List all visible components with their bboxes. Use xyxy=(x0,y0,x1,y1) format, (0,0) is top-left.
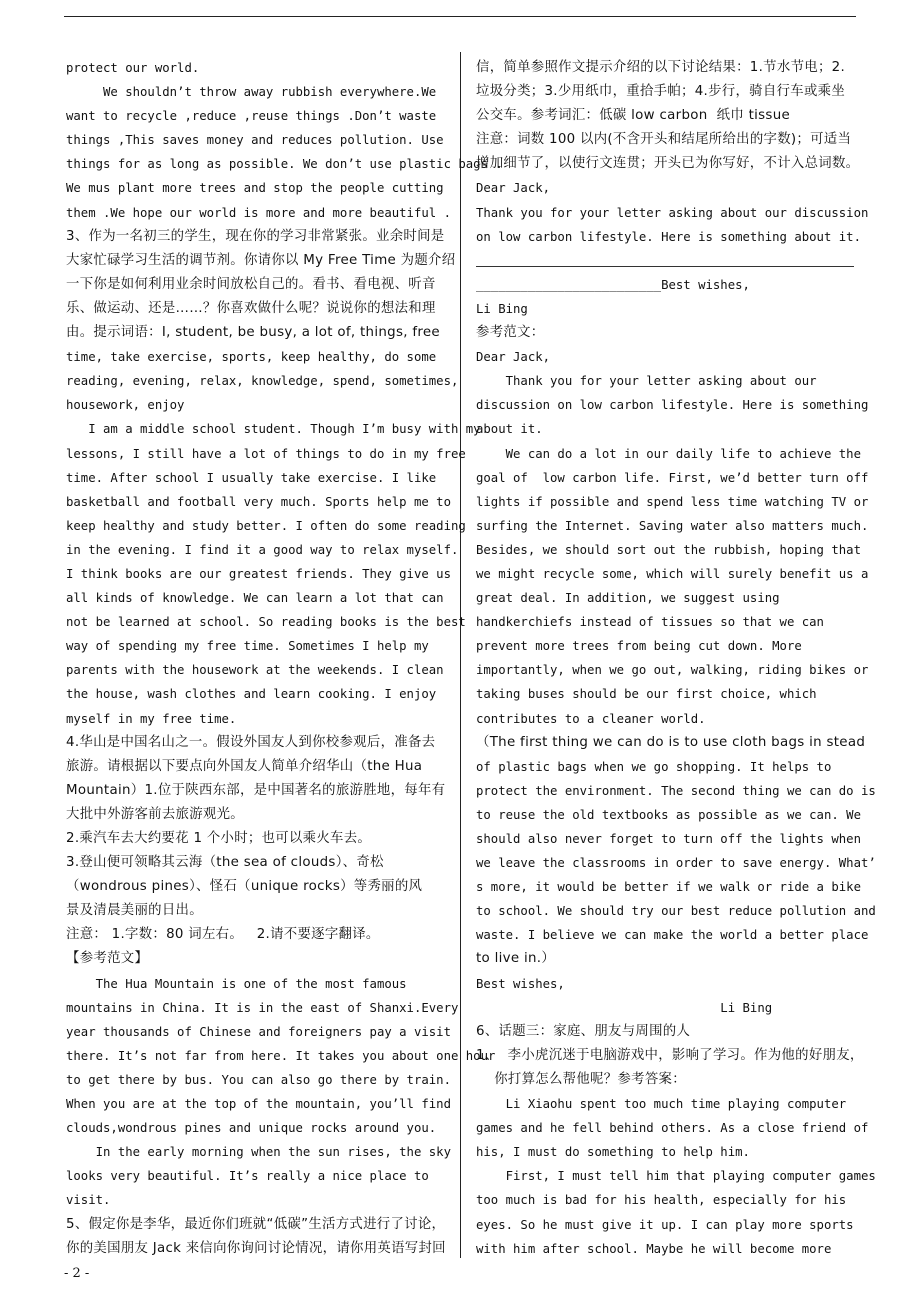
text-line: to reuse the old textbooks as possible as we can. We xyxy=(476,807,861,822)
text-line: mountains in China. It is in the east of Shanxi.Every xyxy=(66,1000,459,1015)
text-line: Li Xiaohu spent too much time playing computer xyxy=(476,1097,847,1112)
text-line: to school. We should try our best reduce pollution and xyxy=(476,904,876,919)
text-line: I am a middle school student. Though I’m busy with my xyxy=(66,422,481,437)
text-line: all kinds of knowledge. We can learn a lot that can xyxy=(66,591,444,606)
text-line: 你打算怎么帮他呢？参考答案： xyxy=(476,1071,686,1087)
text-line: reading, evening, relax, knowledge, spend, sometimes, xyxy=(66,374,459,389)
text-line: s more, it would be better if we walk or ride a bike xyxy=(476,880,861,895)
page-number: - 2 - xyxy=(64,1266,90,1281)
text-line: basketball and football very much. Sports help me to xyxy=(66,494,451,509)
text-line: 信，简单参照作文提示介绍的以下讨论结果：1.节水节电；2. xyxy=(476,60,846,75)
text-line: 4.华山是中国名山之一。假设外国友人到你校参观后，准备去 xyxy=(66,734,436,750)
text-line: 公交车。参考词汇：低碳 low carbon 纸巾 tissue xyxy=(476,108,791,124)
text-line: 5、假定你是李华，最近你们班就“低碳”生活方式进行了讨论， xyxy=(66,1216,446,1232)
text-line: games and he fell behind others. As a close friend of xyxy=(476,1121,869,1136)
text-line: eyes. So he must give it up. I can play more sports xyxy=(476,1217,854,1232)
text-line: 3.登山便可领略其云海（the sea of clouds）、奇松 xyxy=(66,855,384,871)
text-line: lessons, I still have a lot of things to do in my free xyxy=(66,446,466,461)
text-line: Li Bing xyxy=(476,301,528,316)
text-line: prevent more trees from being cut down. More xyxy=(476,639,802,654)
text-line: keep healthy and study better. I often do some reading xyxy=(66,518,466,533)
text-line: （wondrous pines）、怪石（unique rocks）等秀丽的风 xyxy=(66,879,423,895)
text-line: 旅游。请根据以下要点向外国友人简单介绍华山（the Hua xyxy=(66,758,423,774)
text-line: we might recycle some, which will surely benefit us a xyxy=(476,566,869,581)
text-line: year thousands of Chinese and foreigners pay a visit xyxy=(66,1024,451,1039)
text-line: Thank you for your letter asking about our xyxy=(476,374,817,389)
text-line: 大家忙碌学习生活的调节剂。你请你以 My Free Time 为题介绍 xyxy=(66,252,456,268)
text-line: we leave the classrooms in order to save energy. What’ xyxy=(476,856,876,871)
text-line: Besides, we should sort out the rubbish, hoping that xyxy=(476,542,861,557)
text-line: housework, enjoy xyxy=(66,398,185,413)
text-line: want to recycle ,reduce ,reuse things .Don’t waste xyxy=(66,109,437,124)
text-line: When you are at the top of the mountain, you’ll find xyxy=(66,1097,451,1112)
text-line: not be learned at school. So reading books is the best xyxy=(66,615,466,630)
text-line: clouds,wondrous pines and unique rocks around you. xyxy=(66,1121,437,1136)
text-line: 垃圾分类；3.少用纸巾，重拾手帕；4.步行，骑自行车或乘坐 xyxy=(476,84,846,100)
text-line: 由。提示词语：I, student, be busy, a lot of, things, free xyxy=(66,325,440,341)
text-line: parents with the housework at the weekends. I clean xyxy=(66,663,444,678)
text-line: taking buses should be our first choice, which xyxy=(476,687,817,702)
text-line: to get there by bus. You can also go there by train. xyxy=(66,1072,451,1087)
text-line: about it. xyxy=(476,422,543,437)
text-line: contributes to a cleaner world. xyxy=(476,711,706,726)
text-line: waste. I believe we can make the world a better place xyxy=(476,928,869,943)
text-line: things for as long as possible. We don’t use plastic bags . xyxy=(66,157,503,172)
text-line: 大批中外游客前去旅游观光。 xyxy=(66,806,244,822)
text-line: We can do a lot in our daily life to achieve the xyxy=(476,446,861,461)
text-line: 一下你是如何利用业余时间放松自己的。看书、看电视、听音 xyxy=(66,276,436,292)
column-divider xyxy=(460,52,461,1258)
text-line: looks very beautiful. It’s really a nice place to xyxy=(66,1169,429,1184)
text-line: （The first thing we can do is to use cloth bags in stead xyxy=(476,734,866,750)
text-line: time. After school I usually take exercise. I like xyxy=(66,470,437,485)
text-line: goal of low carbon life. First, we’d better turn off xyxy=(476,470,869,485)
text-line: visit. xyxy=(66,1193,111,1208)
text-line: 3、作为一名初三的学生，现在你的学习非常紧张。业余时间是 xyxy=(66,228,445,244)
text-line: on low carbon lifestyle. Here is something about it. xyxy=(476,229,861,244)
text-line: 景及清晨美丽的日出。 xyxy=(66,903,203,919)
text-line: to live in.） xyxy=(476,951,556,967)
text-line: First, I must tell him that playing computer games xyxy=(476,1169,876,1184)
text-line: I think books are our greatest friends. They give us xyxy=(66,566,451,581)
text-line: his, I must do something to help him. xyxy=(476,1145,750,1160)
text-line: In the early morning when the sun rises, the sky xyxy=(66,1145,451,1160)
text-line: 6、话题三：家庭、朋友与周围的人 xyxy=(476,1023,691,1039)
text-line: The Hua Mountain is one of the most famous xyxy=(66,976,407,991)
text-line: Dear Jack, xyxy=(476,350,551,365)
text-line: way of spending my free time. Sometimes I help my xyxy=(66,639,429,654)
text-line: 注意：词数 100 以内(不含开头和结尾所给出的字数)；可适当 xyxy=(476,132,852,148)
text-line: Thank you for your letter asking about our discussion xyxy=(476,205,869,220)
text-line: in the evening. I find it a good way to relax myself. xyxy=(66,542,459,557)
text-line: We mus plant more trees and stop the people cutting xyxy=(66,181,444,196)
header-rule xyxy=(64,16,856,17)
text-line: should also never forget to turn off the lights when xyxy=(476,832,861,846)
text-line: 乐、做运动、还是……？你喜欢做什么呢？说说你的想法和理 xyxy=(66,300,436,316)
text-line: 增加细节了，以使行文连贯；开头已为你写好，不计入总词数。 xyxy=(476,156,860,172)
text-line: them .We hope our world is more and more beautiful . xyxy=(66,205,451,220)
text-line: 1、 李小虎沉迷于电脑游戏中，影响了学习。作为他的好朋友， xyxy=(476,1047,864,1063)
text-line: Dear Jack, xyxy=(476,181,551,196)
text-line: lights if possible and spend less time watching TV or xyxy=(476,494,869,509)
text-line: discussion on low carbon lifestyle. Here is something xyxy=(476,398,869,413)
text-line: importantly, when we go out, walking, riding bikes or xyxy=(476,663,869,678)
text-line: time, take exercise, sports, keep healthy, do some xyxy=(66,350,437,365)
text-line: Best wishes, xyxy=(476,976,565,991)
text-line: of plastic bags when we go shopping. It helps to xyxy=(476,759,832,774)
answer-blank-line xyxy=(476,249,872,273)
text-line: the house, wash clothes and learn cooking. I enjoy xyxy=(66,687,437,702)
text-line: handkerchiefs instead of tissues so that we can xyxy=(476,615,824,630)
text-line: 注意： 1.字数：80 词左右。 2.请不要逐字翻译。 xyxy=(66,927,380,943)
text-line: Mountain）1.位于陕西东部，是中国著名的旅游胜地，每年有 xyxy=(66,782,446,798)
text-line: _________________________Best wishes, xyxy=(476,277,750,292)
text-line: 【参考范文】 xyxy=(66,951,149,967)
text-line: myself in my free time. xyxy=(66,711,237,726)
text-line: there. It’s not far from here. It takes you about one hour xyxy=(66,1048,496,1063)
text-line: 参考范文： xyxy=(476,325,545,341)
text-line: protect the environment. The second thing we can do is xyxy=(476,783,876,798)
text-line: great deal. In addition, we suggest using xyxy=(476,591,780,606)
text-line: with him after school. Maybe he will become more xyxy=(476,1241,832,1256)
text-line: 2.乘汽车去大约要花 1 个小时；也可以乘火车去。 xyxy=(66,831,372,846)
text-line: protect our world. xyxy=(66,61,200,75)
text-line: surfing the Internet. Saving water also matters much. xyxy=(476,518,869,533)
text-line: We shouldn’t throw away rubbish everywhere.We xyxy=(66,85,437,100)
text-line: things ,This saves money and reduces pollution. Use xyxy=(66,133,444,148)
right-column xyxy=(476,56,876,1261)
text-line: Li Bing xyxy=(476,1000,773,1015)
text-line: too much is bad for his health, especially for his xyxy=(476,1193,847,1208)
text-line: 你的美国朋友 Jack 来信向你询问讨论情况，请你用英语写封回 xyxy=(66,1240,446,1256)
